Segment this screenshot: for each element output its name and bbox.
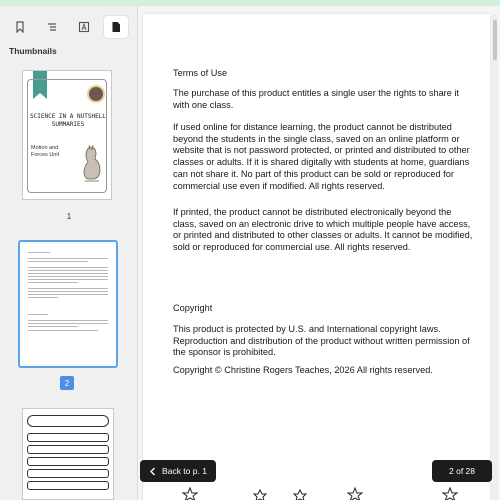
terms-paragraph-1: The purchase of this product entitles a single user the rights to share it with one class.: [173, 88, 459, 110]
cover-title: SCIENCE IN A NUTSHELL SUMMARIES: [30, 113, 106, 128]
copyright-line: Copyright © Christine Rogers Teaches, 2026 All rights reserved.: [173, 365, 433, 375]
thumbnail-sidebar: [0, 6, 138, 500]
back-to-page-1-button[interactable]: [140, 460, 216, 482]
terms-paragraph-3: If printed, the product cannot be distributed electronically beyond the class, saved on an electronic drive to which multiple people have access, or printed and distributed to other classes or adults. It cannot be modified, sold or reproduced for commercial use. All rights reserved.: [173, 207, 473, 253]
terms-heading: Terms of Use: [173, 68, 228, 78]
copyright-paragraph: This product is protected by U.S. and International copyright laws. Reproduction and distribution of the product without written permission of the sponsor is prohibited.: [173, 324, 470, 358]
back-button-label: Back to p. 1: [162, 466, 207, 476]
document-page: [143, 14, 490, 500]
thumbnail-page-3[interactable]: [22, 408, 114, 500]
kangaroo-illustration-icon: [77, 143, 105, 185]
outline-icon: [46, 21, 58, 33]
annotation-tool-button[interactable]: [72, 16, 96, 38]
sidebar-title: Thumbnails: [9, 46, 57, 56]
cover-subtitle: Motion and Forces Unit: [31, 145, 60, 158]
terms-paragraph-2: If used online for distance learning, the product cannot be distributed beyond the students in the single class, saved on an online platform or website that is not password protected, or printed and distributed to other classes or adults. If it is shared digitally with students at home, guardians can not share it. No part of this product can be sold or reproduced for commercial use even if modified. All rights reserved.: [173, 122, 470, 191]
page-thumbnails-tool-button[interactable]: [104, 16, 128, 38]
thumbnail-page-2[interactable]: [18, 240, 118, 368]
stars-decoration-icon: [150, 484, 490, 500]
scrollbar-thumb[interactable]: [493, 20, 497, 60]
thumbnail-label-1: 1: [66, 212, 72, 221]
chevron-left-icon: [149, 467, 156, 476]
thumbnail-page-1[interactable]: [22, 70, 112, 200]
page-indicator: 2 of 28: [432, 460, 492, 482]
scrollbar-track[interactable]: [492, 14, 498, 500]
thumbnail-label-2: 2: [60, 376, 74, 390]
annotation-icon: [78, 21, 90, 33]
outline-tool-button[interactable]: [40, 16, 64, 38]
bookmark-tool-button[interactable]: [8, 16, 32, 38]
page-icon: [111, 21, 121, 33]
sidebar-toolbar: [0, 6, 138, 42]
bookmark-icon: [15, 21, 25, 33]
copyright-heading: Copyright: [173, 303, 213, 313]
author-avatar: [87, 85, 105, 103]
